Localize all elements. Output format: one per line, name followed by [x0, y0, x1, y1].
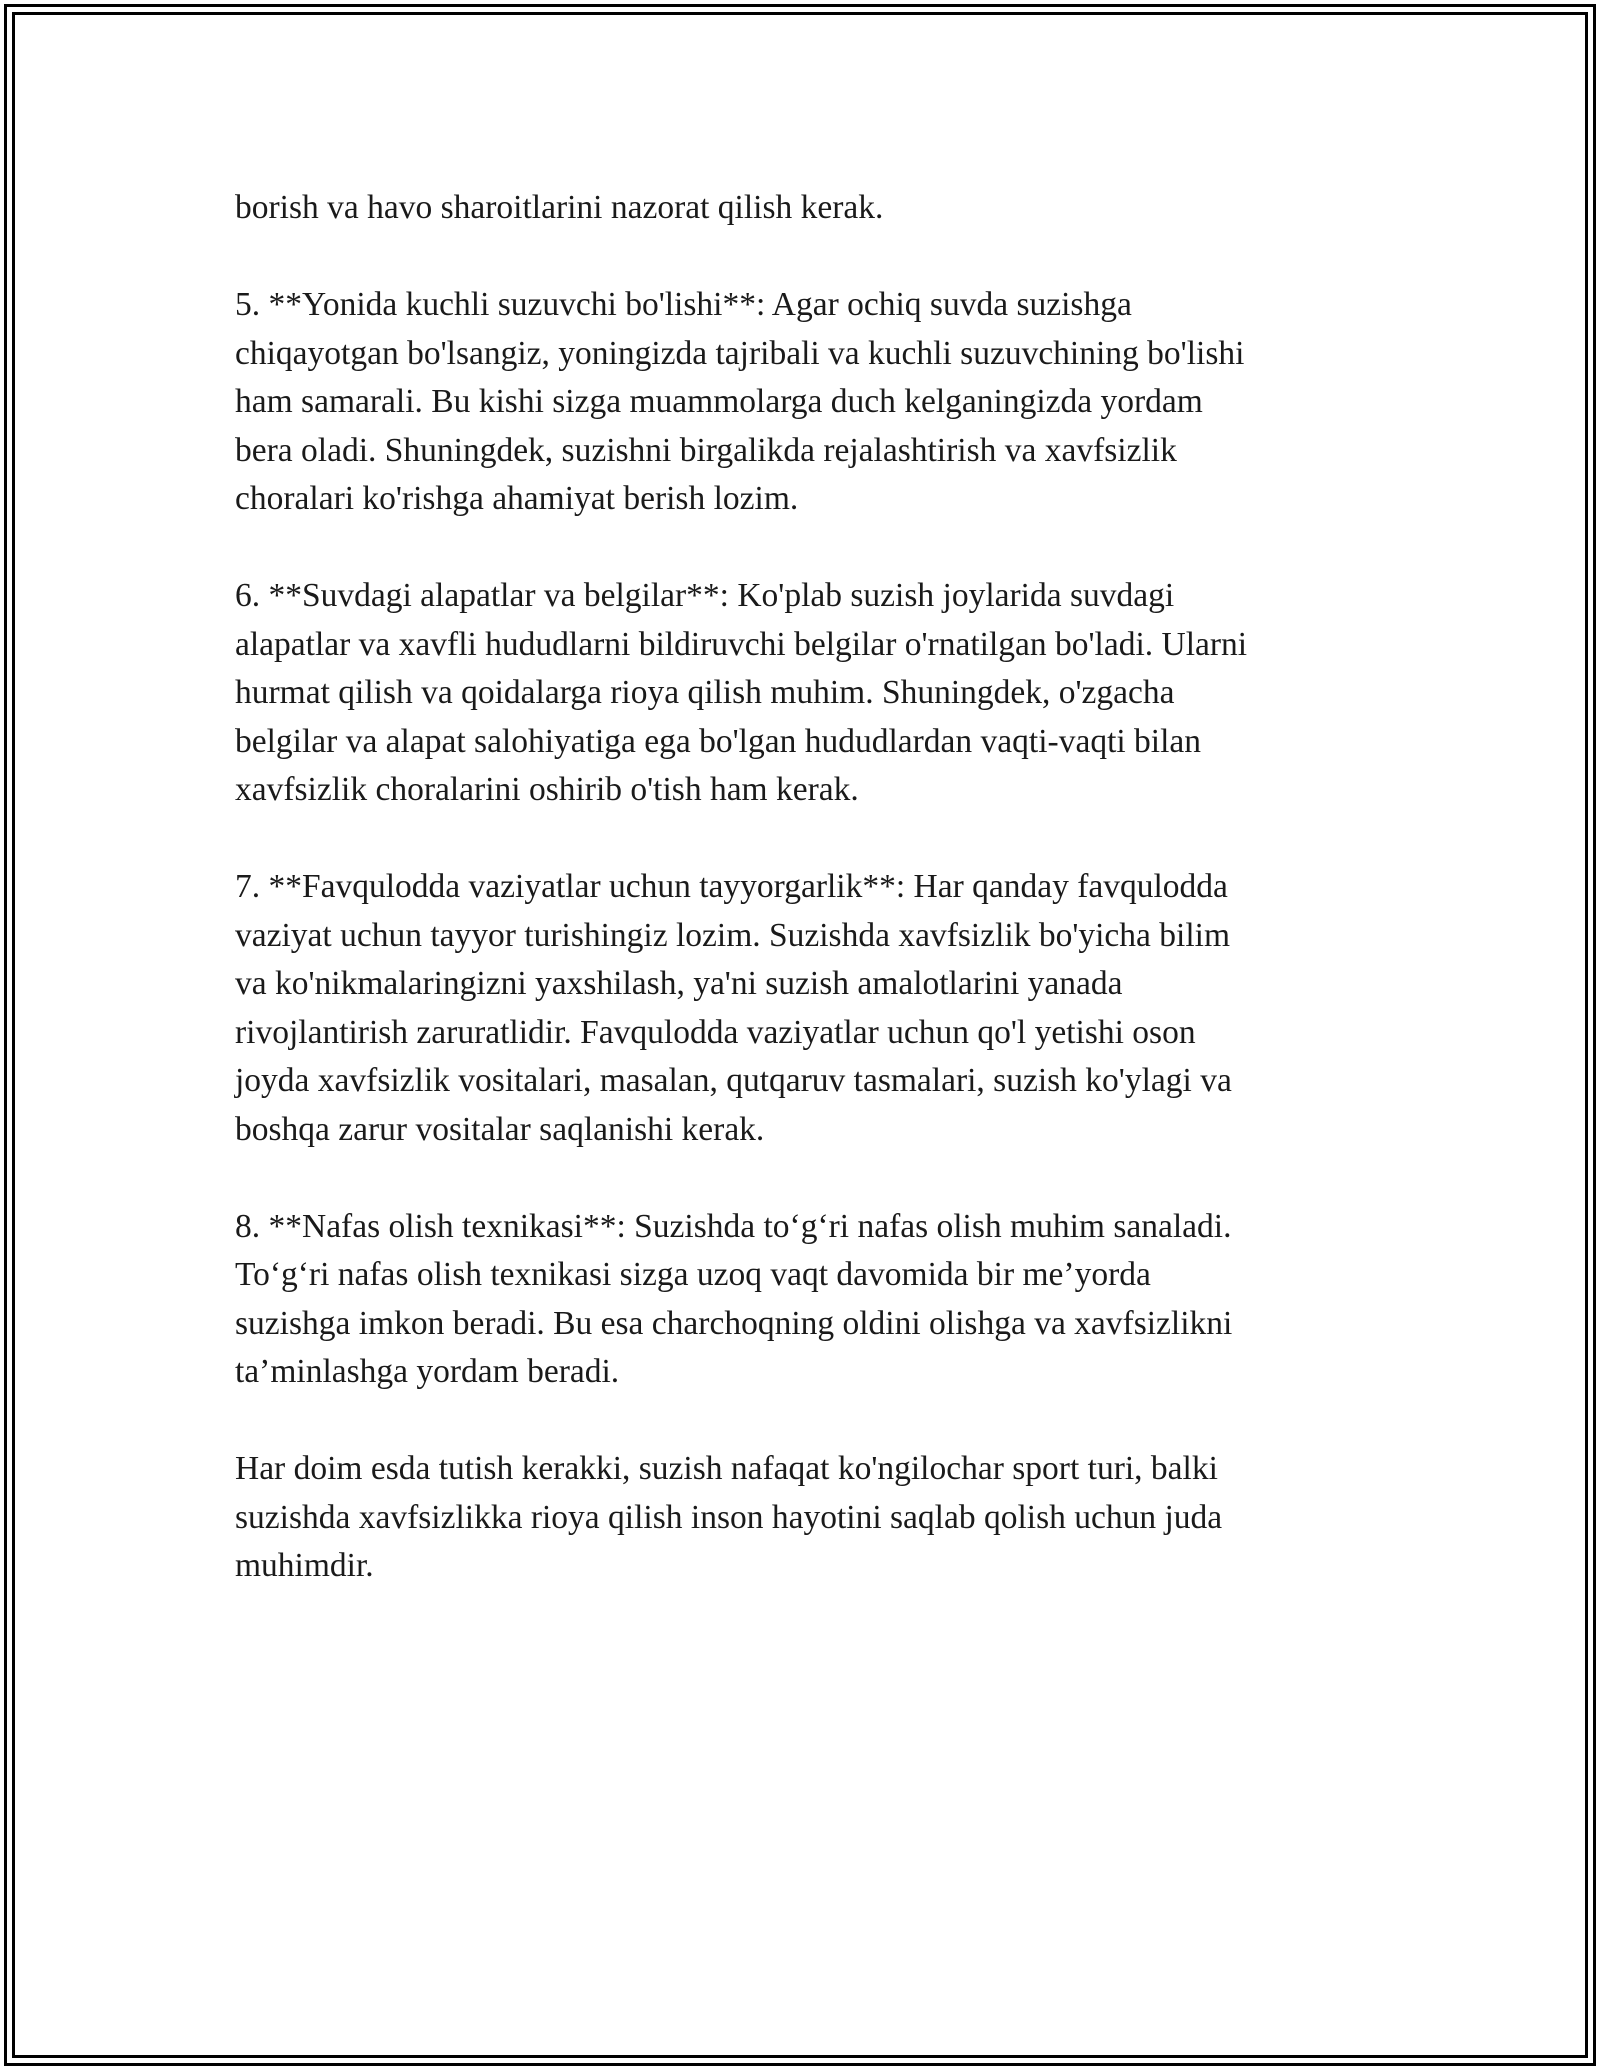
- paragraph-conclusion: Har doim esda tutish kerakki, suzish nafaqat ko'ngilochar sport turi, balki suzishda xavfsizlikka rioya qilish inson hayotini saqlab qolish uchun juda muhimdir.: [235, 1450, 1223, 1584]
- paragraph-continuation: borish va havo sharoitlarini nazorat qilish kerak.: [235, 189, 884, 226]
- paragraph-item-8: 8. **Nafas olish texnikasi**: Suzishda to‘g‘ri nafas olish muhim sanaladi. To‘g‘ri nafas olish texnikasi sizga uzoq vaqt davomida bir me’yorda suzishga imkon beradi. Bu esa charchoqning oldini olishga va xavfsizlikni ta’minlashga yordam beradi.: [235, 1207, 1233, 1390]
- paragraph-item-5: 5. **Yonida kuchli suzuvchi bo'lishi**: Agar ochiq suvda suzishga chiqayotgan bo'lsangiz, yoningizda tajribali va kuchli suzuvchining bo'lishi ham samarali. Bu kishi sizga muammolarga duch kelganingizda yordam bera oladi. Shuningdek, suzishni birgalikda rejalashtirish va xavfsizlik choralari ko'rishga ahamiyat berish lozim.: [235, 286, 1245, 517]
- paragraph-item-6: 6. **Suvdagi alapatlar va belgilar**: Ko'plab suzish joylarida suvdagi alapatlar va xavfli hududlarni bildiruvchi belgilar o'rnatilgan bo'ladi. Ularni hurmat qilish va qoidalarga rioya qilish muhim. Shuningdek, o'zgacha belgilar va alapat salohiyatiga ega bo'lgan hududlardan vaqti-vaqti bilan xavfsizlik choralarini oshirib o'tish ham kerak.: [235, 577, 1248, 808]
- paragraph-item-7: 7. **Favqulodda vaziyatlar uchun tayyorgarlik**: Har qanday favqulodda vaziyat uchun tayyor turishingiz lozim. Suzishda xavfsizlik bo'yicha bilim va ko'nikmalaringizni yaxshilash, ya'ni suzish amalotlarini yanada rivojlantirish zaruratlidir. Favqulodda vaziyatlar uchun qo'l yetishi oson joyda xavfsizlik vositalari, masalan, qutqaruv tasmalari, suzish ko'ylagi va boshqa zarur vositalar saqlanishi kerak.: [235, 868, 1232, 1148]
- document-body: [235, 184, 1375, 1591]
